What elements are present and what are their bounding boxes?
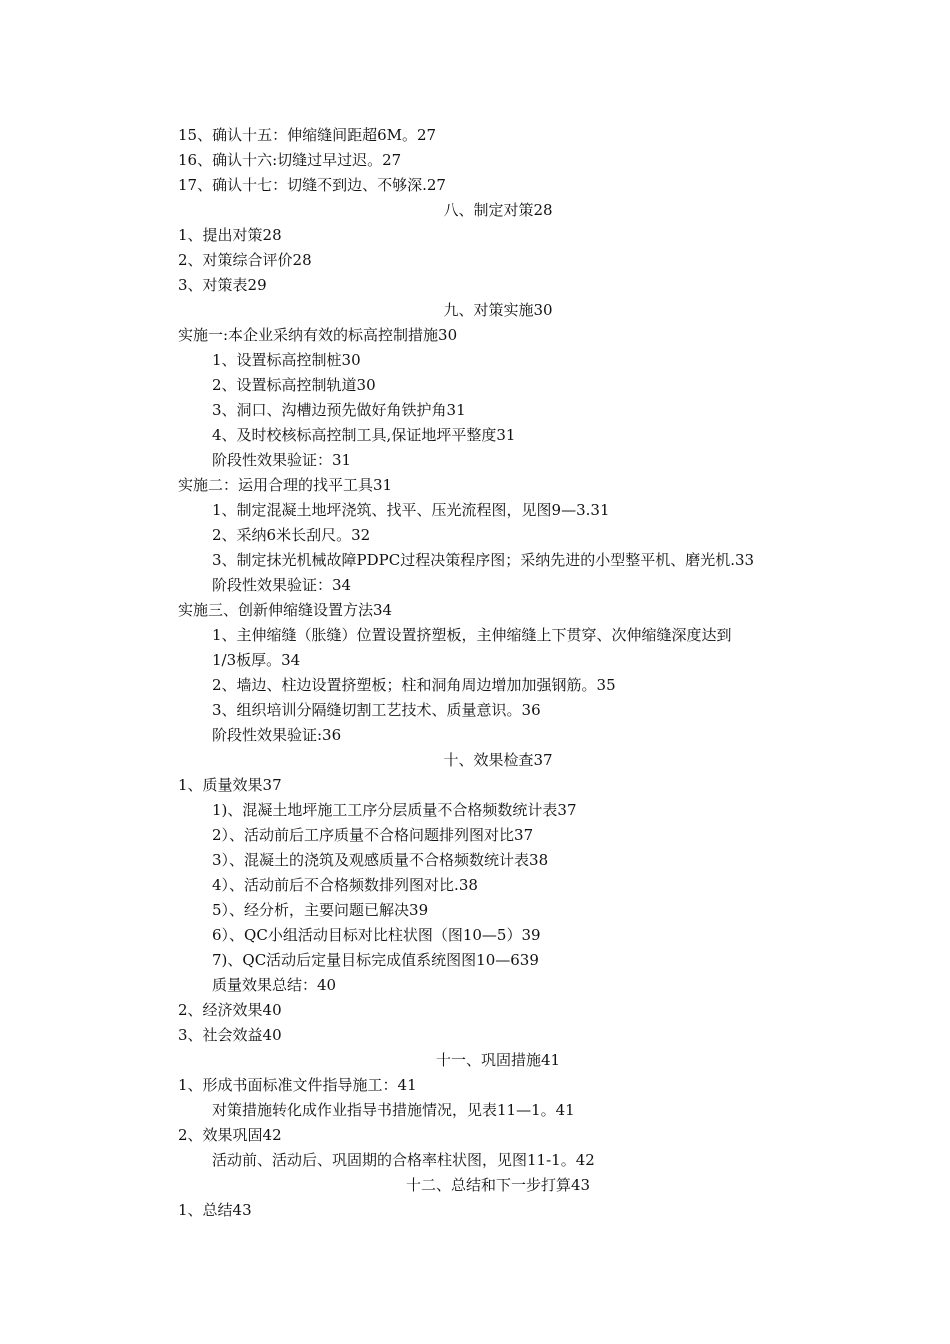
table-of-contents — [178, 123, 818, 1223]
toc-entry: 3、制定抹光机械故障PDPC过程决策程序图；采纳先进的小型整平机、磨光机.33 — [212, 551, 755, 569]
toc-section-heading: 八、制定对策28 — [443, 201, 553, 219]
toc-entry: 5）、经分析，主要问题已解决39 — [212, 901, 429, 919]
toc-entry: 3、对策表29 — [178, 276, 267, 294]
toc-entry: 3）、混凝土的浇筑及观感质量不合格频数统计表38 — [212, 851, 549, 869]
toc-entry: 2、墙边、柱边设置挤塑板；柱和洞角周边增加加强钢筋。35 — [212, 676, 616, 694]
toc-entry: 2）、活动前后工序质量不合格问题排列图对比37 — [212, 826, 534, 844]
toc-entry: 质量效果总结：40 — [212, 976, 337, 994]
toc-entry: 4、及时校核标高控制工具,保证地坪平整度31 — [212, 426, 516, 444]
toc-section-heading: 十、效果检查37 — [443, 751, 553, 769]
toc-entry: 2、经济效果40 — [178, 1001, 282, 1019]
toc-entry: 3、组织培训分隔缝切割工艺技术、质量意识。36 — [212, 701, 541, 719]
toc-entry: 1)、混凝土地坪施工工序分层质量不合格频数统计表37 — [212, 801, 577, 819]
toc-entry: 1、制定混凝土地坪浇筑、找平、压光流程图，见图9—3.31 — [212, 501, 610, 519]
toc-entry: 2、效果巩固42 — [178, 1126, 282, 1144]
toc-entry: 3、洞口、沟槽边预先做好角铁护角31 — [212, 401, 466, 419]
toc-entry: 1/3板厚。34 — [212, 651, 301, 669]
toc-entry: 阶段性效果验证：34 — [212, 576, 352, 594]
toc-entry: 16、确认十六:切缝过早过迟。27 — [178, 151, 402, 169]
toc-entry: 实施一:本企业采纳有效的标高控制措施30 — [178, 326, 458, 344]
toc-entry: 15、确认十五：伸缩缝间距超6M。27 — [178, 126, 437, 144]
toc-entry: 阶段性效果验证:36 — [212, 726, 342, 744]
toc-entry: 7)、QC活动后定量目标完成值系统图图10—639 — [212, 951, 539, 969]
toc-entry: 2、对策综合评价28 — [178, 251, 312, 269]
toc-entry: 1、设置标高控制桩30 — [212, 351, 361, 369]
toc-section-heading: 九、对策实施30 — [443, 301, 553, 319]
toc-entry: 2、设置标高控制轨道30 — [212, 376, 376, 394]
toc-entry: 实施二：运用合理的找平工具31 — [178, 476, 393, 494]
toc-entry: 3、社会效益40 — [178, 1026, 282, 1044]
toc-entry: 2、采纳6米长刮尺。32 — [212, 526, 371, 544]
toc-entry: 活动前、活动后、巩固期的合格率柱状图，见图11-1。42 — [212, 1151, 595, 1169]
toc-entry: 1、提出对策28 — [178, 226, 282, 244]
toc-entry: 6）、QC小组活动目标对比柱状图（图10—5）39 — [212, 926, 541, 944]
toc-entry: 对策措施转化成作业指导书措施情况，见表11—1。41 — [212, 1101, 575, 1119]
toc-entry: 1、主伸缩缝（胀缝）位置设置挤塑板，主伸缩缝上下贯穿、次伸缩缝深度达到 — [212, 626, 732, 644]
toc-section-heading: 十一、巩固措施41 — [435, 1051, 561, 1069]
toc-entry: 4）、活动前后不合格频数排列图对比.38 — [212, 876, 478, 894]
toc-entry: 实施三、创新伸缩缝设置方法34 — [178, 601, 393, 619]
toc-entry: 17、确认十七：切缝不到边、不够深.27 — [178, 176, 446, 194]
toc-entry: 1、总结43 — [178, 1201, 252, 1219]
toc-section-heading: 十二、总结和下一步打算43 — [405, 1176, 591, 1194]
toc-entry: 阶段性效果验证：31 — [212, 451, 352, 469]
toc-entry: 1、形成书面标准文件指导施工：41 — [178, 1076, 417, 1094]
toc-entry: 1、质量效果37 — [178, 776, 282, 794]
